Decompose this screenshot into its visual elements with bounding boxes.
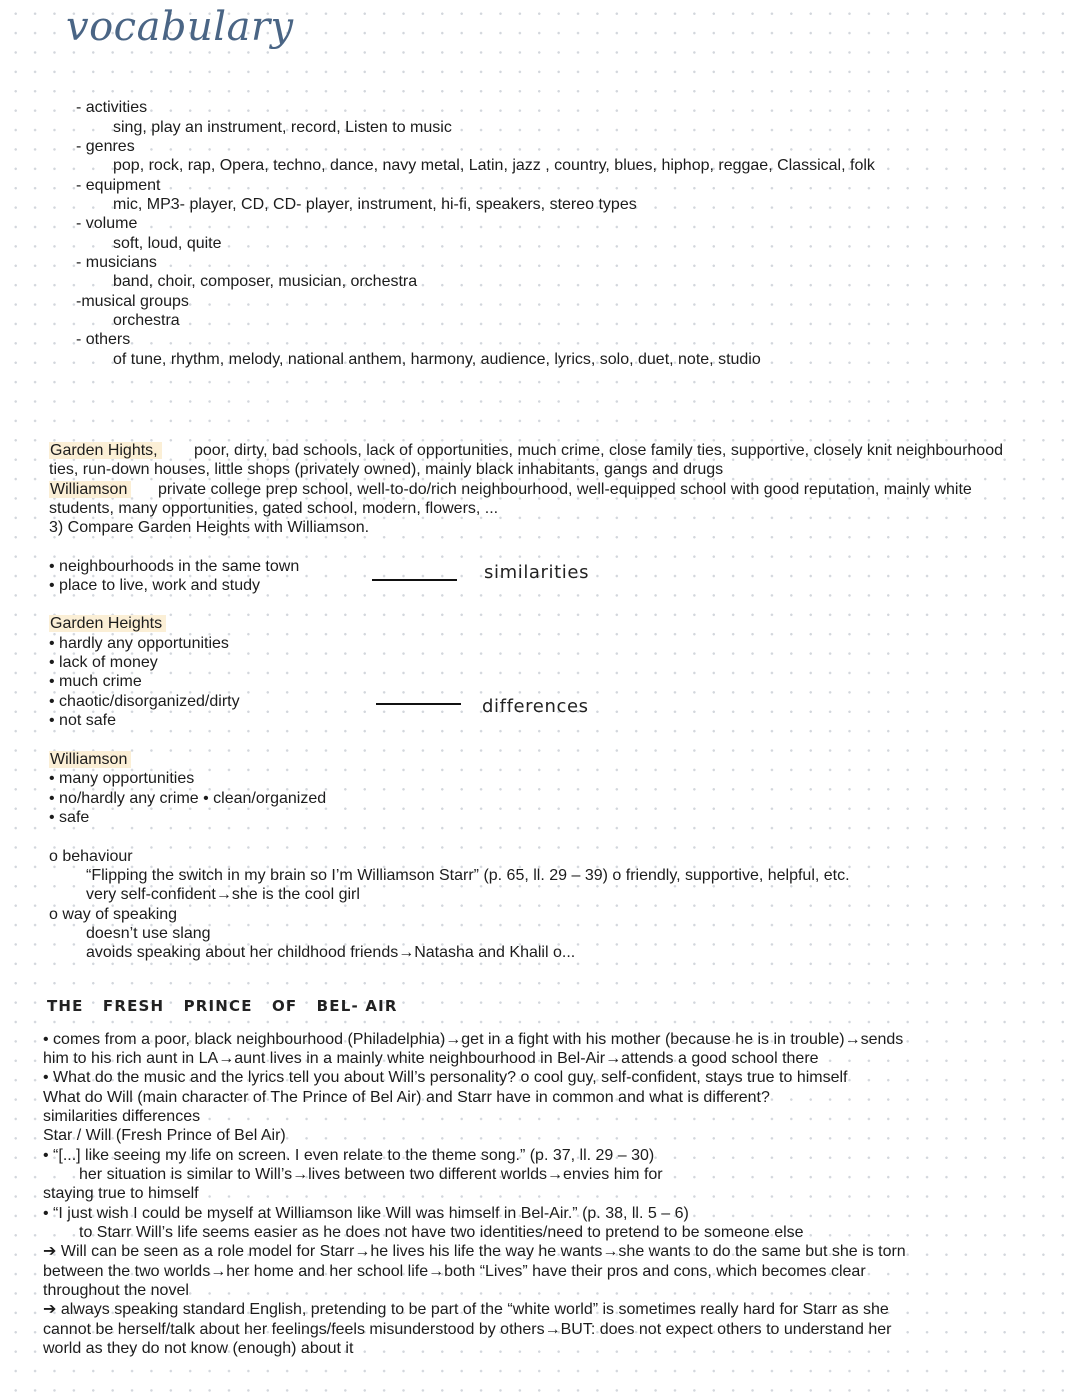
paragraph-line: world as they do not know (enough) about it bbox=[43, 1340, 354, 1357]
paragraph-line: between the two worlds→her home and her school life→both “Lives” have their pros and cons, which becomes clear bbox=[43, 1263, 866, 1280]
list-item: • hardly any opportunities bbox=[49, 635, 229, 652]
fresh-prince-heading: THE FRESH PRINCE OF BEL- AIR bbox=[47, 997, 398, 1015]
paragraph-line: • “I just wish I could be myself at Williamson like Will was himself in Bel-Air.” (p. 38, ll. 5 – 6) bbox=[43, 1205, 689, 1222]
vocab-items: orchestra bbox=[113, 312, 180, 329]
list-item: • chaotic/disorganized/dirty bbox=[49, 693, 240, 710]
list-item: • much crime bbox=[49, 673, 142, 690]
vocab-label: - equipment bbox=[76, 177, 161, 194]
paragraph-line: ➔ always speaking standard English, pretending to be part of the “white world” is sometimes really hard for Starr as she bbox=[43, 1301, 889, 1318]
williamson-label: Williamson bbox=[49, 480, 131, 499]
garden-heights-label: Garden Hights, bbox=[49, 441, 162, 460]
vocab-label: - volume bbox=[76, 215, 138, 232]
vocab-items: mic, MP3- player, CD, CD- player, instrument, hi-fi, speakers, stereo types bbox=[113, 196, 637, 213]
vocab-label: -musical groups bbox=[76, 293, 189, 310]
connector-line bbox=[376, 703, 461, 705]
differences-label: differences bbox=[482, 696, 589, 717]
speaking-label: o way of speaking bbox=[49, 906, 178, 923]
list-item: • no/hardly any crime • clean/organized bbox=[49, 790, 327, 807]
vocab-items: band, choir, composer, musician, orchestra bbox=[113, 273, 418, 290]
list-item: • neighbourhoods in the same town bbox=[49, 558, 300, 575]
williamson-description: students, many opportunities, gated school, modern, flowers, ... bbox=[49, 500, 499, 517]
behaviour-text: “Flipping the switch in my brain so I’m Williamson Starr” (p. 65, ll. 29 – 39) o friendly, supportive, helpful, etc. bbox=[86, 867, 850, 884]
williamson-description: private college prep school, well-to-do/rich neighbourhood, well-equipped school with good reputation, mainly white bbox=[158, 481, 972, 498]
paragraph-line: him to his rich aunt in LA→aunt lives in a mainly white neighbourhood in Bel-Air→attends a good school there bbox=[43, 1050, 819, 1067]
vocab-items: of tune, rhythm, melody, national anthem, harmony, audience, lyrics, solo, duet, note, studio bbox=[113, 351, 761, 368]
speaking-text: avoids speaking about her childhood friends→Natasha and Khalil o... bbox=[86, 944, 576, 961]
title-underline-flourish bbox=[64, 40, 324, 80]
page-title: vocabulary bbox=[66, 4, 294, 50]
list-item: • safe bbox=[49, 809, 90, 826]
vocab-label: - others bbox=[76, 331, 131, 348]
vocab-label: - genres bbox=[76, 138, 135, 155]
vocab-items: soft, loud, quite bbox=[113, 235, 222, 252]
paragraph-line: similarities differences bbox=[43, 1108, 201, 1125]
paragraph-line: to Starr Will’s life seems easier as he does not have two identities/need to pretend to be someone else bbox=[79, 1224, 804, 1241]
vocab-items: sing, play an instrument, record, Listen to music bbox=[113, 119, 452, 136]
paragraph-line: • What do the music and the lyrics tell you about Will’s personality? o cool guy, self-confident, stays true to himself bbox=[43, 1069, 848, 1086]
behaviour-text: very self-confident→she is the cool girl bbox=[86, 886, 360, 903]
garden-heights-description: ties, run-down houses, little shops (privately owned), mainly black inhabitants, gangs and drugs bbox=[49, 461, 724, 478]
connector-line bbox=[372, 579, 457, 581]
list-item: • place to live, work and study bbox=[49, 577, 261, 594]
paragraph-line: throughout the novel bbox=[43, 1282, 189, 1299]
vocab-label: - activities bbox=[76, 99, 148, 116]
behaviour-label: o behaviour bbox=[49, 848, 133, 865]
list-item: • not safe bbox=[49, 712, 116, 729]
paragraph-line: her situation is similar to Will’s→lives between two different worlds→envies him for bbox=[79, 1166, 663, 1183]
vocab-items: pop, rock, rap, Opera, techno, dance, navy metal, Latin, jazz , country, blues, hiphop, reggae, Classical, folk bbox=[113, 157, 875, 174]
paragraph-line: • “[...] like seeing my life on screen. I even relate to the theme song.” (p. 37, ll. 29 – 30) bbox=[43, 1147, 655, 1164]
paragraph-line: staying true to himself bbox=[43, 1185, 199, 1202]
similarities-label: similarities bbox=[484, 562, 590, 583]
paragraph-line: Star / Will (Fresh Prince of Bel Air) bbox=[43, 1127, 286, 1144]
paragraph-line: What do Will (main character of The Prince of Bel Air) and Starr have in common and what is different? bbox=[43, 1089, 770, 1106]
paragraph-line: ➔ Will can be seen as a role model for Starr→he lives his life the way he wants→she wants to do the same but she is torn bbox=[43, 1243, 906, 1260]
garden-heights-description: poor, dirty, bad schools, lack of opportunities, much crime, close family ties, supportive, closely knit neighbourhood bbox=[194, 442, 1003, 459]
list-item: • lack of money bbox=[49, 654, 158, 671]
williamson-heading: Williamson bbox=[49, 750, 131, 769]
list-item: • many opportunities bbox=[49, 770, 195, 787]
paragraph-line: • comes from a poor, black neighbourhood (Philadelphia)→get in a fight with his mother (because he is in trouble)→sends bbox=[43, 1031, 904, 1048]
vocab-label: - musicians bbox=[76, 254, 157, 271]
speaking-text: doesn’t use slang bbox=[86, 925, 211, 942]
task-heading: 3) Compare Garden Heights with Williamson. bbox=[49, 519, 370, 536]
garden-heights-heading: Garden Heights bbox=[49, 614, 166, 633]
paragraph-line: cannot be herself/talk about her feelings/feels misunderstood by others→BUT: does not expect others to understand her bbox=[43, 1321, 892, 1338]
